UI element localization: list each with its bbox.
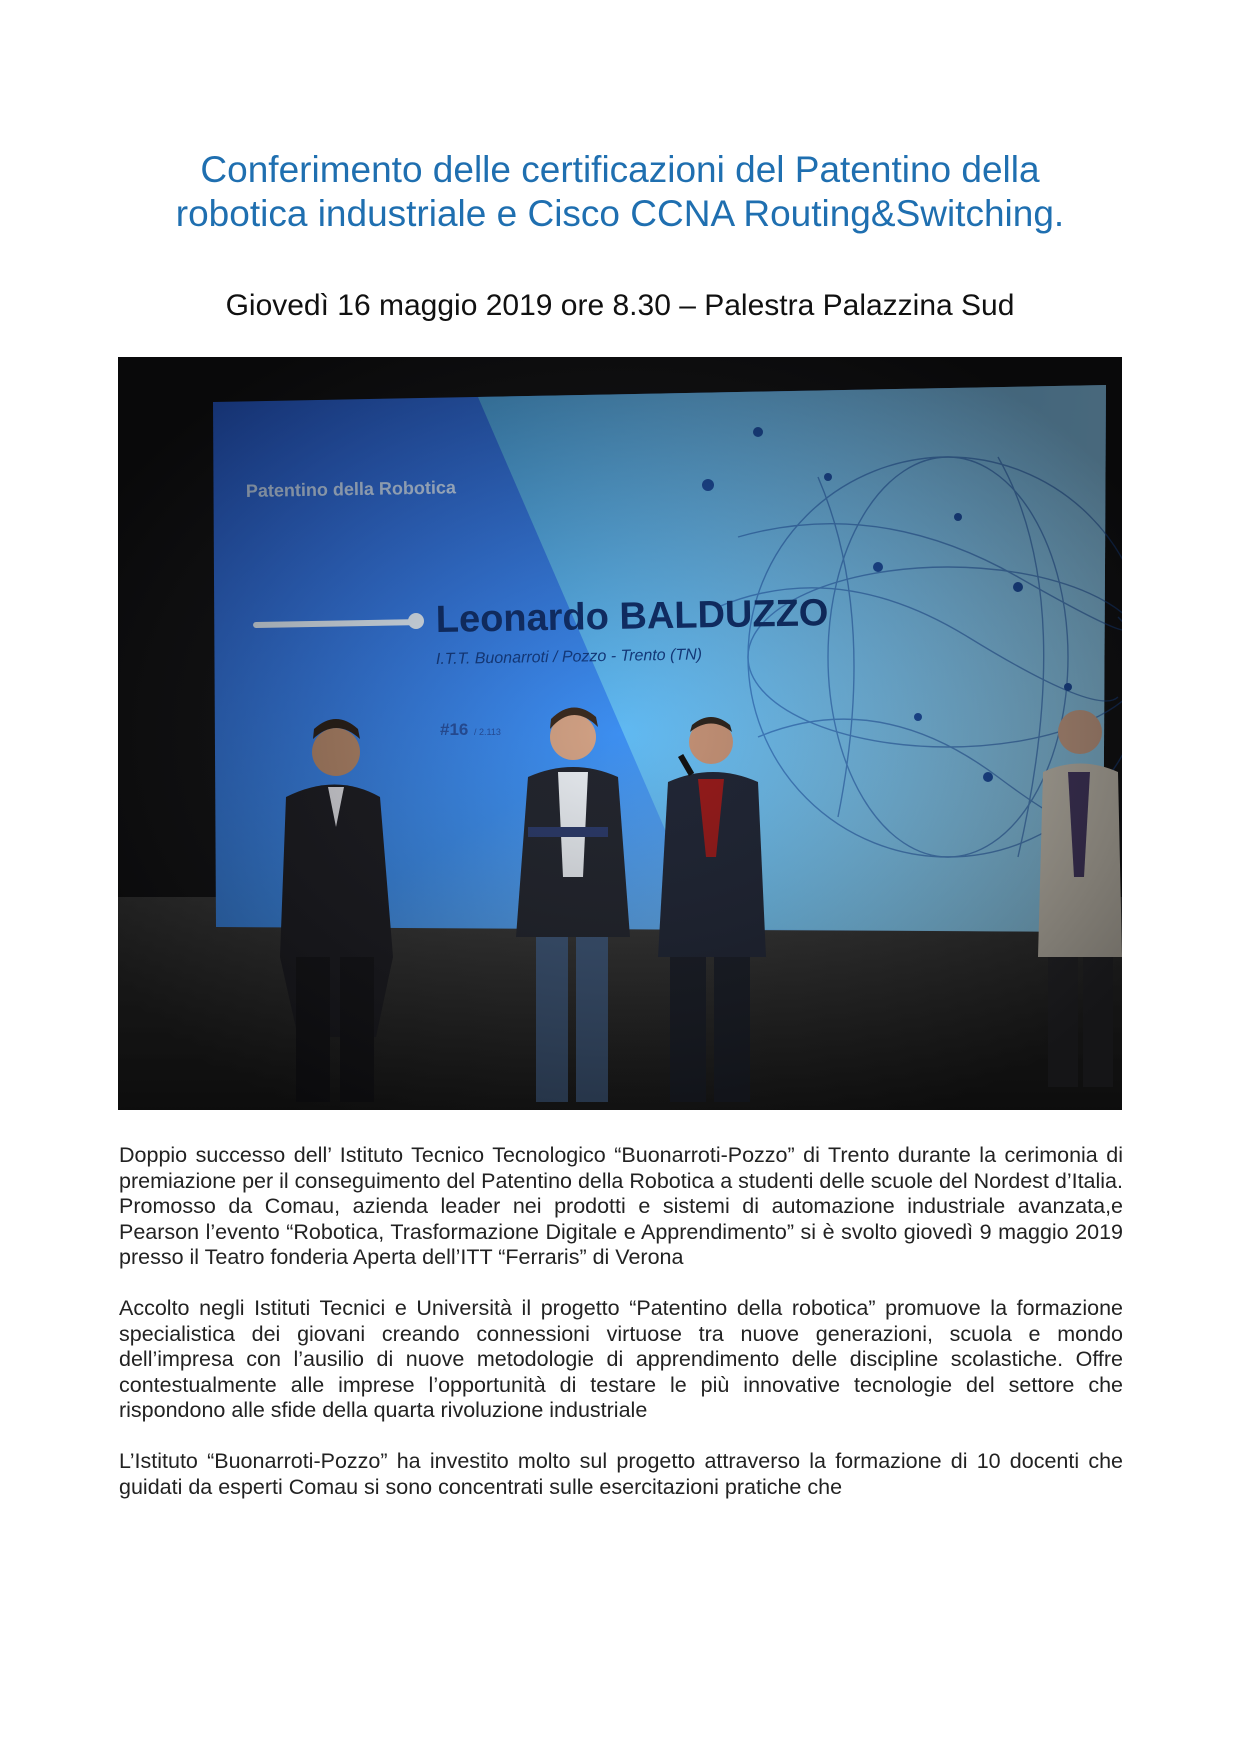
event-subtitle: Giovedì 16 maggio 2019 ore 8.30 – Palestra Palazzina Sud — [225, 289, 1015, 322]
title-line-1: Conferimento delle certificazioni del Patentino della — [200, 149, 1040, 190]
article-body — [119, 1143, 1123, 1526]
paragraph-3: L’Istituto “Buonarroti-Pozzo” ha investito molto sul progetto attraverso la formazione di 10 docenti che guidati da esperti Comau si sono concentrati sulle esercitazioni pratiche che — [119, 1449, 1123, 1499]
document-title — [100, 148, 1140, 236]
title-line-2: robotica industriale e Cisco CCNA Routing&Switching. — [175, 193, 1065, 234]
paragraph-2: Accolto negli Istituti Tecnici e Università il progetto “Patentino della robotica” promuove la formazione specialistica dei giovani creando connessioni virtuose tra nuove generazioni, scuola e mondo dell’impresa con l’ausilio di nuove metodologie di apprendimento delle discipline scolastiche. Offre contestualmente alle imprese l’opportunità di testare le più innovative tecnologie del settore che rispondono alle sfide della quarta rivoluzione industriale — [119, 1296, 1123, 1422]
paragraph-1: Doppio successo dell’ Istituto Tecnico Tecnologico “Buonarroti-Pozzo” di Trento durante la cerimonia di premiazione per il conseguimento del Patentino della Robotica a studenti delle scuole del Nordest d’Italia. Promosso da Comau, azienda leader nei prodotti e sistemi di automazione industriale avanzata,e Pearson l’evento “Robotica, Trasformazione Digitale e Apprendimento” si è svolto giovedì 9 maggio 2019 presso il Teatro fonderia Aperta dell’ITT “Ferraris” di Verona — [119, 1143, 1123, 1269]
ceremony-photo — [118, 357, 1122, 1110]
